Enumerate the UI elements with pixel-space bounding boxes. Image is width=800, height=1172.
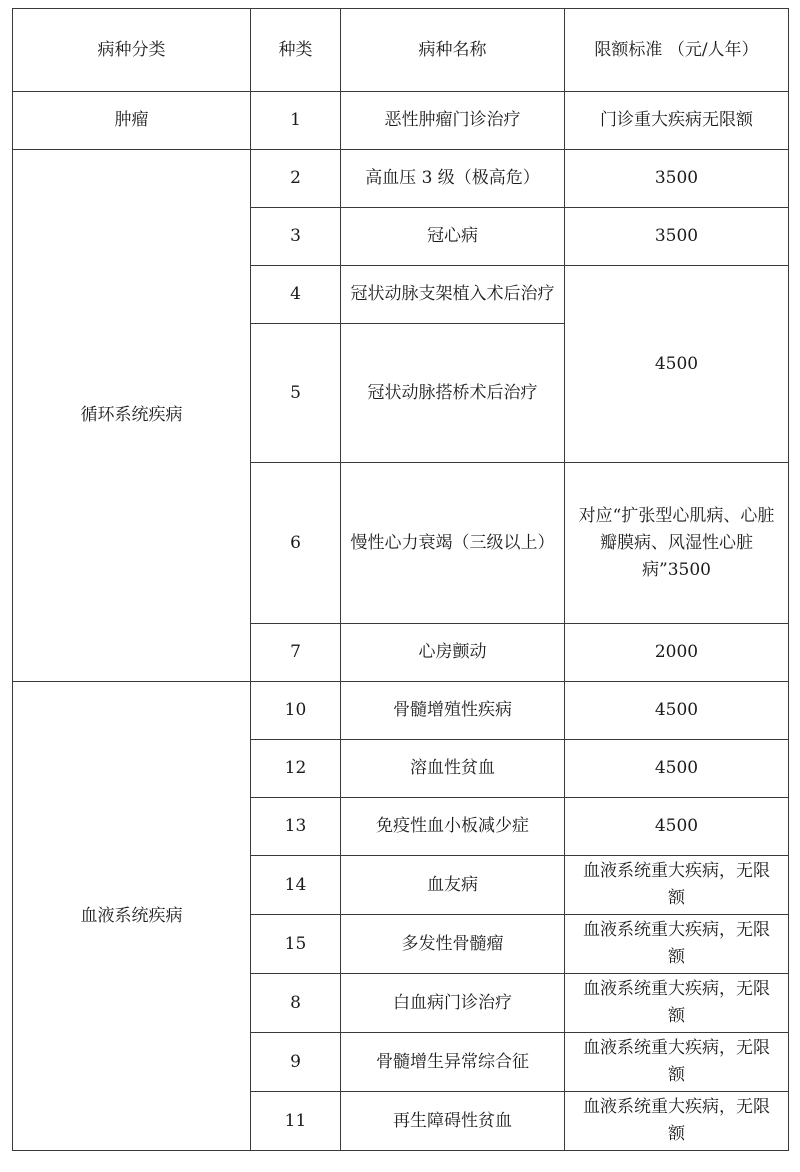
type-number: 7 (251, 624, 341, 682)
disease-name: 骨髓增殖性疾病 (341, 682, 565, 740)
disease-name: 冠心病 (341, 208, 565, 266)
limit-value: 血液系统重大疾病，无限额 (565, 856, 789, 915)
limit-value: 4500 (565, 798, 789, 856)
category-cell: 循环系统疾病 (13, 150, 251, 682)
disease-name: 白血病门诊治疗 (341, 974, 565, 1033)
limit-value: 3500 (565, 208, 789, 266)
type-number: 5 (251, 324, 341, 463)
type-number: 1 (251, 92, 341, 150)
limit-value: 3500 (565, 150, 789, 208)
disease-name: 心房颤动 (341, 624, 565, 682)
table-row (13, 92, 789, 150)
type-number: 11 (251, 1092, 341, 1151)
disease-name: 血友病 (341, 856, 565, 915)
limit-value: 门诊重大疾病无限额 (565, 92, 789, 150)
disease-name: 骨髓增生异常综合征 (341, 1033, 565, 1092)
type-number: 13 (251, 798, 341, 856)
limit-value: 4500 (565, 682, 789, 740)
type-number: 6 (251, 463, 341, 624)
limit-value: 血液系统重大疾病，无限额 (565, 1092, 789, 1151)
disease-name: 再生障碍性贫血 (341, 1092, 565, 1151)
disease-name: 恶性肿瘤门诊治疗 (341, 92, 565, 150)
type-number: 8 (251, 974, 341, 1033)
type-number: 3 (251, 208, 341, 266)
header-row (13, 9, 789, 92)
disease-name: 冠状动脉支架植入术后治疗 (341, 266, 565, 324)
header-name: 病种名称 (341, 9, 565, 92)
type-number: 14 (251, 856, 341, 915)
header-category: 病种分类 (13, 9, 251, 92)
disease-name: 慢性心力衰竭（三级以上） (341, 463, 565, 624)
limit-value: 血液系统重大疾病，无限额 (565, 974, 789, 1033)
type-number: 12 (251, 740, 341, 798)
category-cell: 血液系统疾病 (13, 682, 251, 1151)
disease-limit-table (12, 8, 789, 1151)
disease-name: 溶血性贫血 (341, 740, 565, 798)
disease-name: 高血压 3 级（极高危） (341, 150, 565, 208)
limit-value: 对应“扩张型心肌病、心脏瓣膜病、风湿性心脏病”3500 (565, 463, 789, 624)
limit-value: 2000 (565, 624, 789, 682)
type-number: 9 (251, 1033, 341, 1092)
type-number: 15 (251, 915, 341, 974)
disease-name: 冠状动脉搭桥术后治疗 (341, 324, 565, 463)
table-row (13, 150, 789, 208)
table-row (13, 682, 789, 740)
limit-value: 4500 (565, 266, 789, 463)
type-number: 10 (251, 682, 341, 740)
limit-value: 血液系统重大疾病，无限额 (565, 1033, 789, 1092)
header-type: 种类 (251, 9, 341, 92)
category-cell: 肿瘤 (13, 92, 251, 150)
type-number: 2 (251, 150, 341, 208)
limit-value: 4500 (565, 740, 789, 798)
type-number: 4 (251, 266, 341, 324)
header-limit: 限额标准 （元/人年） (565, 9, 789, 92)
limit-value: 血液系统重大疾病，无限额 (565, 915, 789, 974)
disease-name: 免疫性血小板减少症 (341, 798, 565, 856)
disease-name: 多发性骨髓瘤 (341, 915, 565, 974)
